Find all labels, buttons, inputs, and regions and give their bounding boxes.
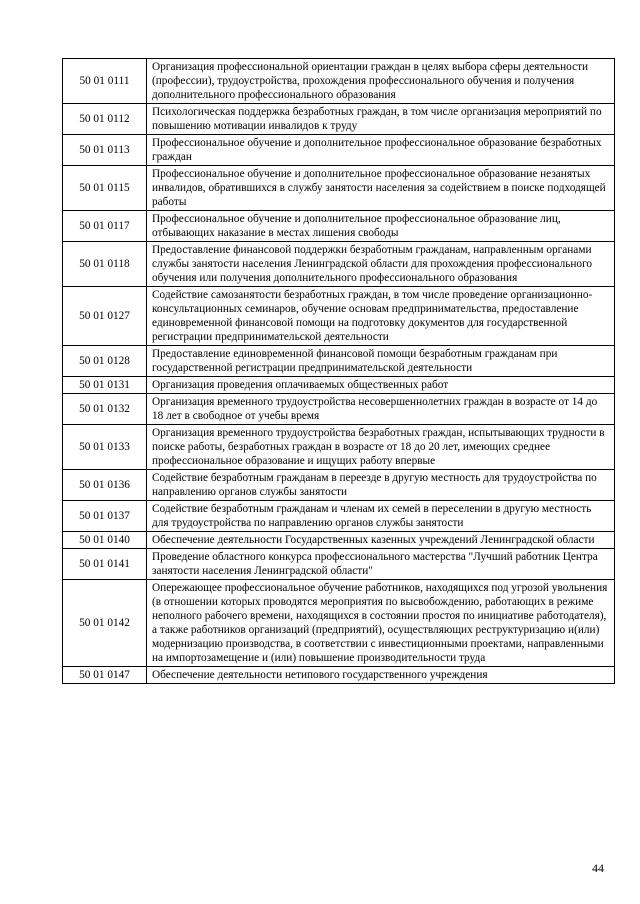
code-cell: 50 01 0115 <box>63 166 147 211</box>
description-cell: Опережающее профессиональное обучение работников, находящихся под угрозой увольнения (в отношении которых проводятся мероприятия по высвобождению, работающих в режиме неполного рабочего времени, находящихся в состоянии простоя по инициативе работодателя), а также работников организаций (предприятий), осуществляющих реструктуризацию и(или) модернизацию производства, в соответствии с инвестиционными проектами, направленными на импортозамещение и (или) повышение производительности труда <box>147 580 615 667</box>
table-row <box>63 501 615 532</box>
code-cell: 50 01 0128 <box>63 346 147 377</box>
description-cell: Организация проведения оплачиваемых общественных работ <box>147 377 615 394</box>
page-number: 44 <box>592 861 604 875</box>
table-body <box>63 59 615 684</box>
description-cell: Предоставление финансовой поддержки безработным гражданам, направленным органами службы занятости населения Ленинградской области для прохождения профессионального обучения или получения дополнительного профессионального образования <box>147 242 615 287</box>
table-row <box>63 135 615 166</box>
description-cell: Профессиональное обучение и дополнительное профессиональное образование незанятых инвалидов, обратившихся в службу занятости населения за содействием в поиске подходящей работы <box>147 166 615 211</box>
code-cell: 50 01 0147 <box>63 667 147 684</box>
code-cell: 50 01 0140 <box>63 532 147 549</box>
table-row <box>63 667 615 684</box>
table-row <box>63 425 615 470</box>
description-cell: Профессиональное обучение и дополнительное профессиональное образование безработных граждан <box>147 135 615 166</box>
table-row <box>63 580 615 667</box>
code-cell: 50 01 0117 <box>63 211 147 242</box>
code-cell: 50 01 0127 <box>63 287 147 346</box>
code-cell: 50 01 0118 <box>63 242 147 287</box>
description-cell: Содействие безработным гражданам и членам их семей в переселении в другую местность для трудоустройства по направлению органов службы занятости <box>147 501 615 532</box>
description-cell: Организация профессиональной ориентации граждан в целях выбора сферы деятельности (профессии), трудоустройства, прохождения профессионального обучения и получения дополнительного профессионального образования <box>147 59 615 104</box>
description-cell: Проведение областного конкурса профессионального мастерства "Лучший работник Центра занятости населения Ленинградской области" <box>147 549 615 580</box>
description-cell: Организация временного трудоустройства безработных граждан, испытывающих трудности в поиске работы, безработных граждан в возрасте от 18 до 20 лет, имеющих среднее профессиональное образование и ищущих работу впервые <box>147 425 615 470</box>
table-row <box>63 242 615 287</box>
code-cell: 50 01 0136 <box>63 470 147 501</box>
table-row <box>63 166 615 211</box>
table-row <box>63 394 615 425</box>
table-row <box>63 287 615 346</box>
table-row <box>63 549 615 580</box>
description-cell: Предоставление единовременной финансовой помощи безработным гражданам при государственной регистрации предпринимательской деятельности <box>147 346 615 377</box>
table-row <box>63 211 615 242</box>
code-cell: 50 01 0112 <box>63 104 147 135</box>
code-cell: 50 01 0113 <box>63 135 147 166</box>
table-row <box>63 470 615 501</box>
table-row <box>63 377 615 394</box>
description-cell: Содействие самозанятости безработных граждан, в том числе проведение организационно-консультационных семинаров, обучение основам предпринимательства, предоставление единовременной финансовой помощи на подготовку документов для государственной регистрации предпринимательской деятельности <box>147 287 615 346</box>
description-cell: Содействие безработным гражданам в переезде в другую местность для трудоустройства по направлению органов службы занятости <box>147 470 615 501</box>
code-cell: 50 01 0141 <box>63 549 147 580</box>
code-cell: 50 01 0142 <box>63 580 147 667</box>
code-cell: 50 01 0133 <box>63 425 147 470</box>
code-cell: 50 01 0131 <box>63 377 147 394</box>
description-cell: Профессиональное обучение и дополнительное профессиональное образование лиц, отбывающих наказание в местах лишения свободы <box>147 211 615 242</box>
budget-codes-table <box>62 58 615 684</box>
description-cell: Обеспечение деятельности нетипового государственного учреждения <box>147 667 615 684</box>
table-row <box>63 346 615 377</box>
table-row <box>63 532 615 549</box>
code-cell: 50 01 0132 <box>63 394 147 425</box>
table-row <box>63 104 615 135</box>
table-row <box>63 59 615 104</box>
code-cell: 50 01 0137 <box>63 501 147 532</box>
code-cell: 50 01 0111 <box>63 59 147 104</box>
description-cell: Обеспечение деятельности Государственных казенных учреждений Ленинградской области <box>147 532 615 549</box>
description-cell: Организация временного трудоустройства несовершеннолетних граждан в возрасте от 14 до 18 лет в свободное от учебы время <box>147 394 615 425</box>
description-cell: Психологическая поддержка безработных граждан, в том числе организация мероприятий по повышению мотивации инвалидов к труду <box>147 104 615 135</box>
